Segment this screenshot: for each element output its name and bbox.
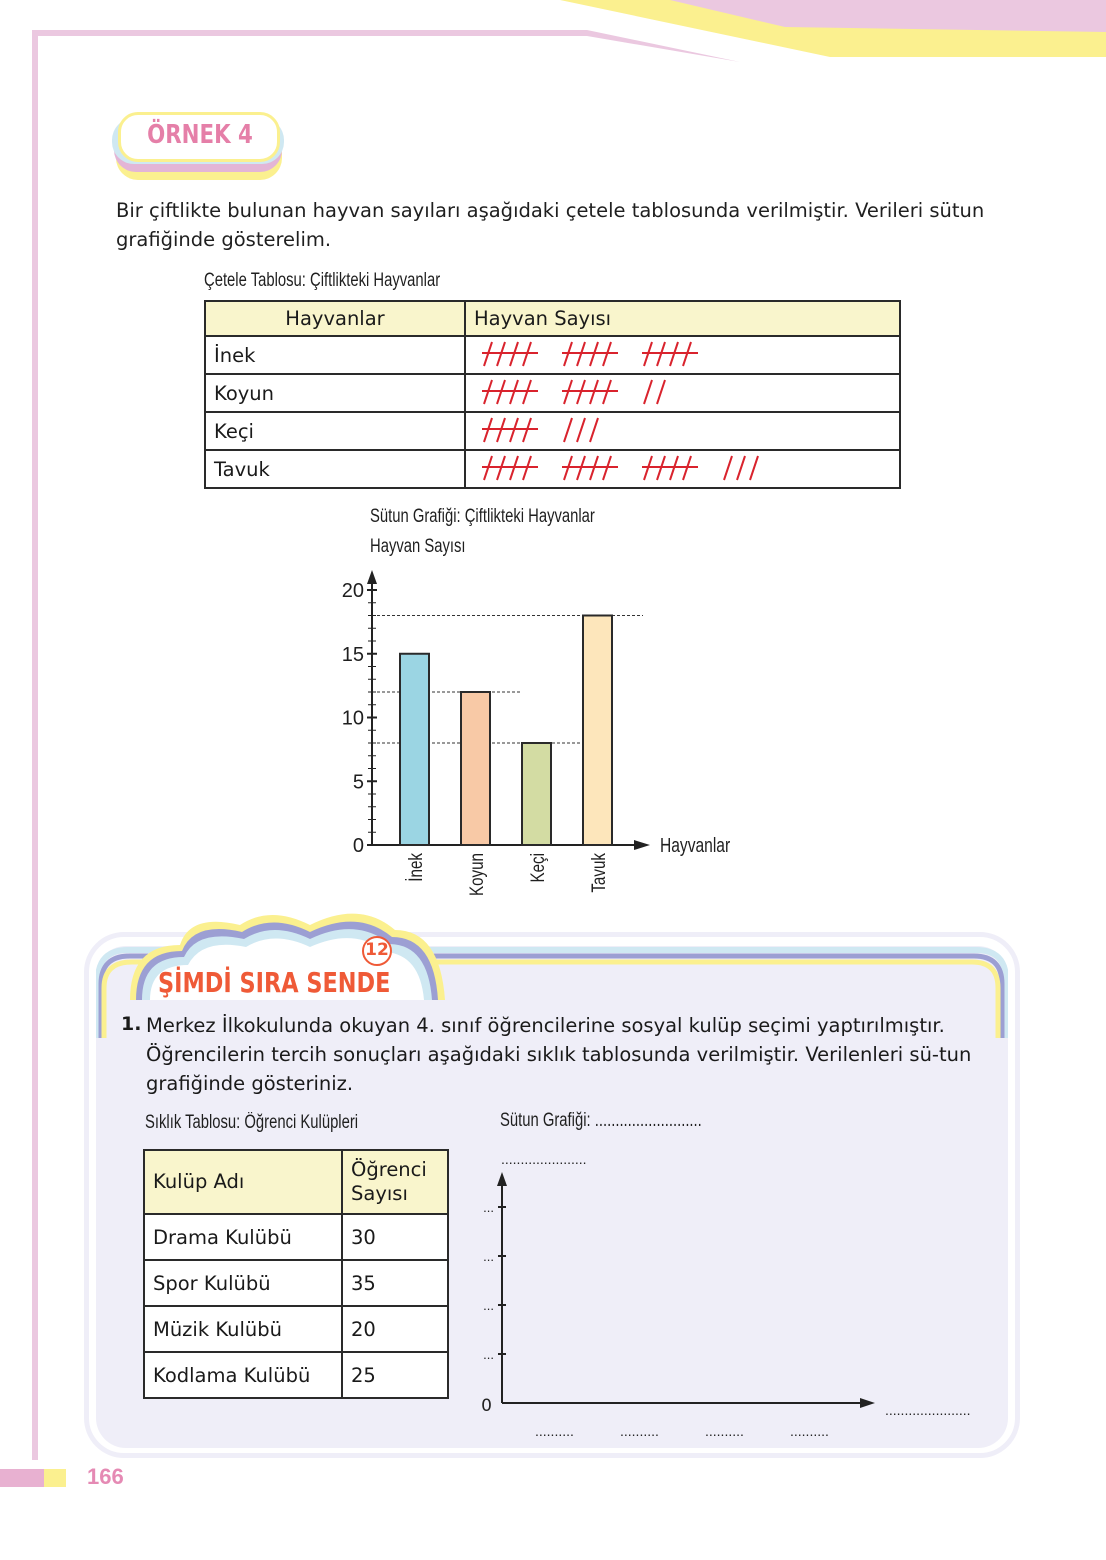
table-row xyxy=(144,1352,448,1398)
example-badge xyxy=(112,112,288,182)
table-row xyxy=(205,450,900,488)
category-blank[interactable]: .......... xyxy=(535,1423,574,1439)
club-name: Drama Kulübü xyxy=(144,1214,342,1260)
header-student-count xyxy=(342,1150,448,1214)
y-tick-label: 15 xyxy=(341,643,364,666)
task-title: ŞİMDİ SIRA SENDE xyxy=(158,966,391,999)
category-label: Koyun xyxy=(465,853,488,897)
table-row xyxy=(205,336,900,374)
tally-marks xyxy=(465,336,900,374)
blank-bar-chart xyxy=(470,1150,1010,1450)
ytick-blank[interactable]: ... xyxy=(483,1298,494,1313)
bar-chart-ylabel: Hayvan Sayısı xyxy=(370,536,466,557)
table-row xyxy=(205,412,900,450)
freq-table-caption: Sıklık Tablosu: Öğrenci Kulüpleri xyxy=(145,1112,359,1133)
ytick-blank[interactable]: ... xyxy=(483,1200,494,1215)
bar xyxy=(461,692,490,845)
animal-name: İnek xyxy=(205,336,465,374)
y-tick-label: 0 xyxy=(352,835,364,857)
tally-table-header xyxy=(205,301,900,336)
table-row xyxy=(144,1306,448,1352)
footer-bar-yellow xyxy=(44,1469,66,1487)
table-row xyxy=(205,374,900,412)
question-number: 1. xyxy=(121,1013,142,1035)
tally-marks-icon xyxy=(480,414,800,444)
header-line-2: Sayısı xyxy=(351,1182,408,1205)
decorative-header-ribbon xyxy=(0,0,1106,70)
category-blank[interactable]: .......... xyxy=(620,1423,659,1439)
bar xyxy=(583,616,612,846)
bar xyxy=(400,654,429,845)
category-blank[interactable]: .......... xyxy=(705,1423,744,1439)
header-animal-count: Hayvan Sayısı xyxy=(465,301,900,336)
tally-marks xyxy=(465,374,900,412)
club-name: Spor Kulübü xyxy=(144,1260,342,1306)
category-label: Tavuk xyxy=(587,853,610,893)
y-axis-arrow-icon xyxy=(367,570,377,584)
y-tick-label: 20 xyxy=(341,580,364,602)
category-label: Keçi xyxy=(526,853,549,883)
example-badge-label: ÖRNEK 4 xyxy=(147,120,253,150)
freq-table-header xyxy=(144,1150,448,1214)
tally-marks xyxy=(465,450,900,488)
club-name: Müzik Kulübü xyxy=(144,1306,342,1352)
y-tick-label: 5 xyxy=(352,771,364,794)
category-blank[interactable]: .......... xyxy=(790,1423,829,1439)
header-animals: Hayvanlar xyxy=(205,301,465,336)
xlabel-blank[interactable]: ...................... xyxy=(885,1402,971,1418)
animal-name: Tavuk xyxy=(205,450,465,488)
question-text: Merkez İlkokulunda okuyan 4. sınıf öğrencilerine sosyal kulüp seçimi yaptırılmıştır. Öğrencilerin tercih sonuçları aşağıdaki sıklık tablosunda verilmiştir. Verilenleri sü-tun grafiğinde gösteriniz. xyxy=(146,1014,972,1095)
animal-name: Koyun xyxy=(205,374,465,412)
footer-bar-pink xyxy=(0,1469,44,1487)
tally-marks-icon xyxy=(480,376,800,406)
table-row xyxy=(144,1260,448,1306)
category-label: İnek xyxy=(404,853,427,882)
origin-label: 0 xyxy=(481,1396,492,1416)
animal-bar-chart xyxy=(330,560,770,910)
x-axis-arrow-icon xyxy=(860,1398,875,1408)
example-intro-text: Bir çiftlikte bulunan hayvan sayıları aşağıdaki çetele tablosunda verilmiştir. Verileri sütun grafiğinde gösterelim. xyxy=(116,199,985,251)
frequency-table xyxy=(143,1149,449,1399)
tally-marks-icon xyxy=(480,452,800,482)
y-tick-label: 10 xyxy=(341,707,364,730)
ytick-blank[interactable]: ... xyxy=(483,1249,494,1264)
tally-table xyxy=(204,300,901,489)
tally-table-caption: Çetele Tablosu: Çiftlikteki Hayvanlar xyxy=(204,270,441,291)
bar xyxy=(522,743,551,845)
ylabel-blank[interactable]: ...................... xyxy=(501,1151,587,1167)
club-count: 35 xyxy=(342,1260,448,1306)
page-number: 166 xyxy=(87,1464,124,1489)
x-axis-label: Hayvanlar xyxy=(660,834,731,857)
bar-chart-title: Sütun Grafiği: Çiftlikteki Hayvanlar xyxy=(370,506,595,527)
tally-marks-icon xyxy=(480,338,800,368)
club-count: 25 xyxy=(342,1352,448,1398)
task-number-badge: 12 xyxy=(362,936,392,966)
club-count: 30 xyxy=(342,1214,448,1260)
table-row xyxy=(144,1214,448,1260)
y-axis-arrow-icon xyxy=(497,1172,507,1186)
club-count: 20 xyxy=(342,1306,448,1352)
page-frame-left xyxy=(32,30,38,1460)
ytick-blank[interactable]: ... xyxy=(483,1347,494,1362)
tally-marks xyxy=(465,412,900,450)
header-line-1: Öğrenci xyxy=(351,1158,427,1181)
animal-name: Keçi xyxy=(205,412,465,450)
x-axis-arrow-icon xyxy=(634,840,650,850)
club-name: Kodlama Kulübü xyxy=(144,1352,342,1398)
blank-chart-title xyxy=(500,1110,702,1132)
header-club-name: Kulüp Adı xyxy=(144,1150,342,1214)
blank-chart-title-prefix: Sütun Grafiği: xyxy=(500,1110,591,1131)
blank-chart-title-fill[interactable]: .......................... xyxy=(594,1110,702,1131)
